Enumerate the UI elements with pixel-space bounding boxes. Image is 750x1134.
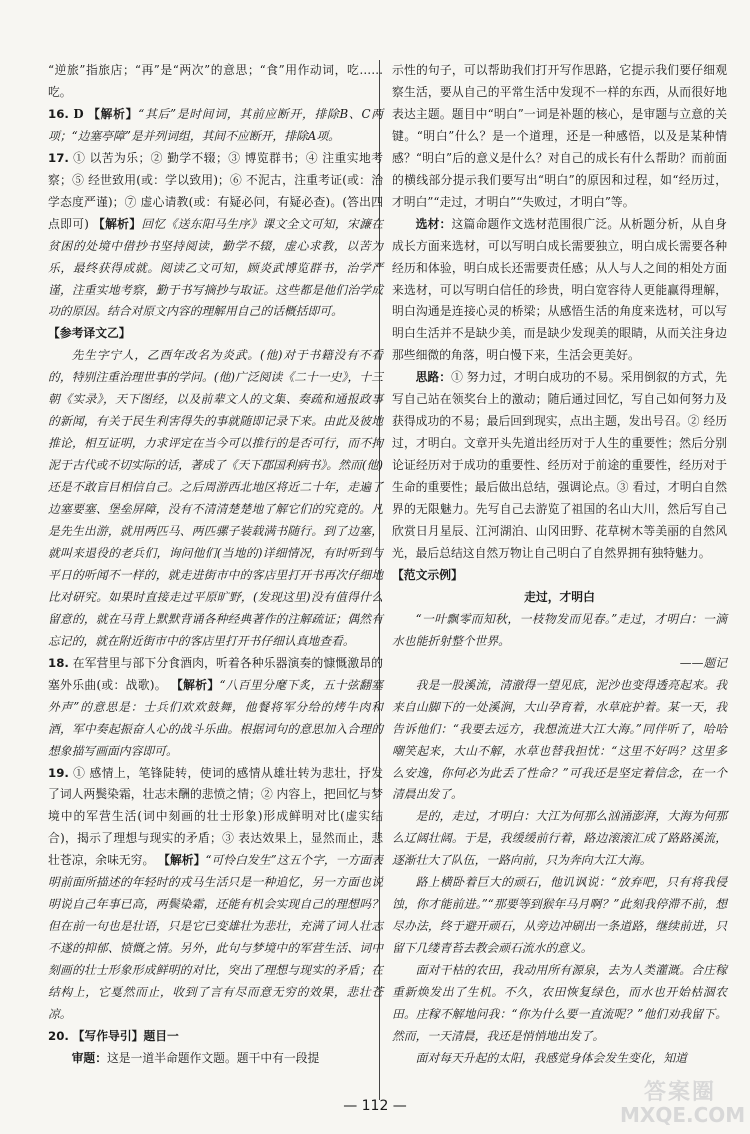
analysis-tag: 【解析】 [158, 853, 206, 868]
answer: D [73, 106, 84, 121]
analysis-text: “其后”是时间词，其前应断开，排除B、C两项；“边塞亭障”是并列词组，其间不应断开，排除A项。 [48, 106, 384, 143]
essay-paragraph: 面对每天升起的太阳，我感觉身体会发生变化，知道 [415, 1050, 687, 1065]
question-number: 17. [48, 150, 69, 165]
epigraph: “一叶飘零而知秋，一枝物发而见春。”走过，才明白：一滴水也能折射整个世界。 [392, 611, 727, 648]
text: 示性的句子，可以帮助我们打开写作思路，它提示我们要仔细观察生活，要从自己的平常生活中发现不一样的东西，从而很好地表达主题。题目中“明白”一词是补题的核心，是审题与立意的关键。“明白”什么？是一个道理，还是一种感悟，以及是某种情感？“明白”后的意义是什么？对自己的成长有什么帮助？而前面的横线部分提示我们要写出“明白”的原因和过程，如“经历过，才明白”“走过，才明白”“失败过，才明白”等。 [392, 63, 727, 209]
analysis-tag: 【解析】 [88, 106, 139, 121]
essay-paragraph: 是的，走过，才明白：大江为何那么汹涌澎湃，大海为何那么辽阔壮阔。于是，我缓缓前行着，路边滚滚汇成了路路溪流，逐渐壮大了队伍，一路向前，只为奔向大江大海。 [392, 809, 727, 868]
text: 这是一道半命题作文题。题干中有一段提 [107, 1050, 320, 1065]
heading-text: 【参考译文乙】 [48, 326, 131, 341]
label: 审题： [71, 1050, 107, 1065]
analysis-text: 回忆《送东阳马生序》课文全文可知，宋濂在贫困的处境中借抄书坚持阅读，勤学不辍，虚心求教，以苦为乐，最终获得成就。阅读乙文可知，顾炎武博览群书，治学严谨，注重实地考察，勤于书写摘抄与取证。这些都是他们治学成功的原因。结合对原文内容的理解用自己的话概括即可。 [48, 216, 383, 319]
question-17 [48, 148, 383, 324]
analysis-tag: 【解析】 [92, 216, 142, 231]
text: 这篇命题作文选材范围很广泛。从析题分析，从自身成长方面来选材，可以写明白成长需要独立，明白成长需要各种经历和体验，明白成长还需要责任感；从人与人之间的相处方面来选材，可以写明白信任的珍贵，明白宽容待人更能赢得理解，明白沟通是连接心灵的桥梁；从感悟生活的角度来选材，可以写明白生活并不是缺少美，而是缺少发现美的眼睛，从而关注身边那些细微的角落，明白慢下来，生活会更美好。 [392, 216, 727, 363]
answer: ① 感情上，笔锋陡转，使词的感情从雄壮转为悲壮，抒发了词人两鬓染霜，壮志未酬的悲愤之情；② 内容上，把回忆与梦境中的军营生活(词中刻画的壮士形象)形成鲜明对比(虚实结合)，揭示了理想与现实的矛盾；③ 表达效果上，显然而止，悲壮苍凉，余味无穷。 [48, 765, 383, 868]
text: ① 努力过，才明白成功的不易。采用倒叙的方式，先写自己站在领奖台上的激动；随后通过回忆，写自己如何努力及获得成功的不易；最后回到现实，点出主题，发出号召。② 经历过，才明白。文章开头先道出经历对于人生的重要性；然后分别论证经历对于成功的重要性、经历对于前途的重要性，经历对于生命的重要性；最后做出总结，强调论点。③ 看过，才明白自然界的无限魅力。先写自己去游览了祖国的名山大川，然后写自己欣赏日月星辰、江河湖泊、山冈田野、花草树木等美丽的自然风光，最后总结这自然万物让自己明白了自然界拥有独特魅力。 [392, 370, 727, 560]
question-19 [48, 763, 383, 1026]
question-20-text [48, 1048, 383, 1070]
label: 选材： [415, 216, 452, 231]
essay-paragraph: 路上横卧着巨大的顽石，他讥讽说：“放弃吧，只有将我侵蚀，你才能前进。”“那要等到猴年马月啊？”此刻我停滞不前，想尽办法，终于避开顽石，从旁边冲刷出一条道路，继续前进，只留下几缕青苔去教会顽石流水的意义。 [392, 875, 727, 956]
watermark-line1: 答案圈 [643, 1080, 716, 1105]
answer: 在军营里与部下分食酒肉，听着各种乐器演奏的慷慨激昂的塞外乐曲(或：战歌)。 [48, 655, 383, 692]
material-paragraph [392, 214, 727, 368]
question-20-heading [48, 1026, 383, 1048]
text: “逆旅”指旅店；“再”是“两次”的意思；“食”用作动词，吃……吃。 [48, 63, 383, 99]
analysis-text: “可怜白发生”这五个字，一方面表明前面所描述的年轻时的戎马生活只是一种追忆，另一方面也说明说自己年事已高，两鬓染霜，还能有机会实现自己的理想吗？但在前一句也是壮语，只是它已变雄壮为悲壮，充满了词人壮志不遂的抑郁、愤慨之情。另外，此句与梦境中的军营生活、词中刻画的壮士形象形成鲜明的对比，突出了理想与现实的矛盾；在结构上，它戛然而止，收到了言有尽而意无穷的效果，悲壮苍凉。 [48, 853, 383, 1021]
essay-title: 走过，才明白 [524, 589, 595, 604]
question-number: 16. [48, 106, 69, 121]
question-number: 20. [48, 1028, 69, 1043]
essay-paragraph: 面对干枯的农田，我动用所有源泉，去为人类灌溉。合庄稼重新焕发出了生机。不久，农田恢复绿色，而水也开始枯涸农田。庄稼不解地问我：“你为什么要一直流呢？”他们劝我留下。然而，一天清晨，我还是悄悄地出发了。 [392, 963, 727, 1043]
watermark-line2: MXQE.COM [620, 1103, 746, 1127]
left-column [48, 60, 383, 1070]
translation-text: 先生字宁人，乙酉年改名为炎武。(他)对于书籍没有不看的，特别注重治理世事的学问。(他)广泛阅读《二十一史》，十三朝《实录》，天下图经，以及前辈文人的文集、奏疏和通报政事的新闻，有关于民生利害得失的事就随即记录下来。由此及彼地推论，相互证明，力求评定在当今可以推行的是否可行，而不拘泥于古代或不切实际的话，著成了《天下郡国利病书》。然而(他)还是不敢盲目相信自己。之后周游西北地区将近二十年，走遍了边塞要塞、堡垒屏障，没有不清清楚楚地了解它们的究竟的。凡是先生出游，就用两匹马、两匹骡子装载满书随行。到了边塞，就叫来退役的老兵们，询问他们(当地的)详细情况，有时听到与平日的听闻不一样的，就走进街市中的客店里打开书再次仔细地比对研究。如果时直接走过平原旷野，(发现这里)没有值得什么留意的，就在马背上默默背诵各种经典著作的注解疏证；偶然有忘记的，就在附近街市中的客店里打开书仔细认真地查看。 [48, 348, 383, 648]
model-heading [392, 565, 727, 587]
outline-paragraph [392, 367, 727, 565]
question-number: 18. [48, 655, 69, 670]
right-column [392, 60, 727, 1070]
label: 思路： [415, 370, 452, 385]
analysis-tag: 【解析】 [170, 677, 220, 692]
heading-text: 【范文示例】 [392, 567, 463, 582]
question-number: 19. [48, 765, 69, 780]
translation-heading [48, 323, 383, 345]
paragraph-continued [48, 60, 383, 104]
question-16 [48, 104, 383, 148]
question-18 [48, 653, 383, 763]
paragraph-continued [392, 60, 727, 214]
answer: ① 以苦为乐；② 勤学不辍；③ 博览群书；④ 注重实地考察；⑤ 经世致用(或：学以致用)；⑥ 不泥古，注重考证(或：治学态度严谨)；⑦ 虚心请教(或：有疑必问，有疑必查)。(答出四点即可) [48, 150, 383, 231]
writing-guide-heading: 【写作导引】题目一 [72, 1028, 179, 1043]
analysis-text: “八百里分麾下炙，五十弦翻塞外声”的意思是：士兵们欢欢鼓舞，他餐将军分给的烤牛肉和酒，军中奏起振奋人心的战斗乐曲。根据词句的意思加入合理的想象描写画面内容即可。 [48, 677, 383, 758]
watermark [620, 1080, 746, 1128]
essay-paragraph: 我是一股溪流，清澈得一望见底，泥沙也变得透亮起来。我来自山脚下的一处溪涧，大山孕育着，水草庇护着。某一天，我告诉他们：“我要去远方，我想流进大江大海。”同伴听了，哈哈嘲笑起来，大山不解，水草也替我担忧：“这里不好吗？这里多么安逸，你何必为此丢了性命？”可我还是坚定着信念，在一个清晨出发了。 [392, 677, 727, 802]
page-number: — 112 — [343, 1098, 407, 1114]
epigraph-source: ——题记 [679, 655, 727, 670]
